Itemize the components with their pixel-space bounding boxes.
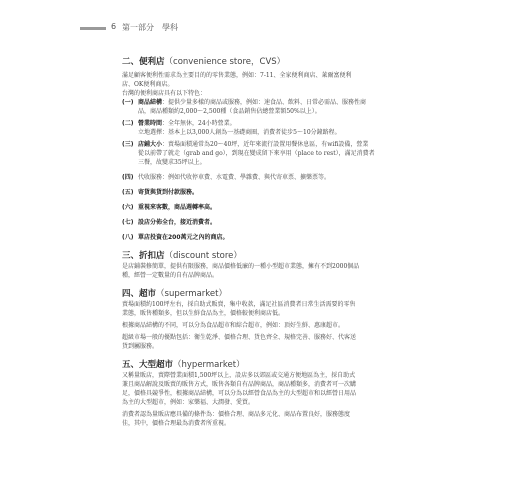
feature-item: (一) 商品結構：提供少量多樣的商品或服務，例如：速食品、飲料、日常必需品、服務性商 品，商品種類約2,000～2,500種（食品銷售佔總營業額50%以上）。 (122, 99, 367, 115)
section3-line: 是店鋪裝修簡單，提供有限服務，商品價格低廉的一種小型超市業態，擁有不到2000個品 (122, 263, 360, 270)
chapter-title: 第一部分 學科 (122, 23, 178, 32)
section5-line: 消費者認為量販店應具備的條件為：價格合理、商品多元化、商品布置良好，服務態度 (122, 411, 351, 418)
section-heading-convenience-store: 二、便利店（convenience store，CVS） (122, 57, 286, 67)
feature-item: (六) 重視來客數，商品週轉率高。 (122, 204, 217, 211)
section2-intro-line: 滿足顧客便利性需求為主要目的的零售業態，例如：7-11、全家便利商店、萊爾富便利 (122, 72, 352, 79)
section5-line: 又稱量販店，賣際營業面積1,500坪以上，設店多以郊區或交通方便地區為主，採自助式 (122, 372, 356, 379)
feature-item: (三) 店鋪大小：賣場面積通常為20～40坪，近年來流行設置用餐休息區，有wifi設備，營業 從以前帶了就走（grab and go），到現在變成留下來享用（place to rest），滿足消費者 三餐，故變求35坪以上。 (122, 141, 375, 166)
section4-line: 業態，販售種類多，但以生鮮食品為主，價格較便利商店低。 (122, 310, 285, 317)
section3-line: 種，經營一定數量的自有品牌商品。 (122, 272, 219, 279)
section-heading-supermarket: 四、超市（supermarket） (122, 289, 227, 299)
page-content (122, 56, 422, 428)
section5-line: 兼且商品解說及販賣的販售方式，販售各類自有品牌商品，商品種類多，消費者可一次購 (122, 381, 357, 388)
section4-line: 賣場面積約100坪左右，採自助式販賣，集中收款，滿足社區消費者日常生活需要的零售 (122, 301, 356, 308)
section-heading-discount-store: 三、折扣店（discount store） (122, 251, 242, 261)
feature-item: (七) 設店分佈全台，接近消費者。 (122, 219, 217, 226)
feature-item: (八) 單店投資在200萬元之內的商店。 (122, 234, 229, 241)
page-header (0, 22, 520, 36)
section5-line: 為主的大型超市，例如：家樂福、大潤發、愛買。 (122, 399, 255, 406)
header-decoration-bar (80, 27, 106, 30)
page-number: 6 (111, 22, 117, 31)
section5-line: 佳，其中，價格合理最為消費者所重視。 (122, 420, 231, 427)
feature-item: (二) 營業時間：全年無休，24小時營業。 立地選擇：基本上以3,000人創為一基礎商圈，消費者徒步5～10分鐘路程。 (122, 120, 341, 136)
feature-item: (四) 代收服務：例如代收停車費、水電費、學雜費、與代寄車票、擴樂票等。 (122, 174, 331, 181)
section4-line: 根據商品結構的不同，可以分為食品超市和綜合超市，例如：頂好生鮮、惠康超市。 (122, 322, 345, 329)
section5-line: 足，價格具競爭性，根據商品結構，可以分為以經營食品為主的大型超市和以經營日用品 (122, 390, 357, 397)
section-heading-hypermarket: 五、大型超市（hypermarket） (122, 360, 245, 370)
feature-item: (五) 寄貨與貨到付款服務。 (122, 189, 199, 196)
section2-intro-line: 店、OK便利商店。 (122, 81, 174, 88)
section4-line: 貨到屬服務。 (122, 343, 159, 350)
section4-line: 超級市場一般的優點包括：衛生乾淨、價格合理、貨色齊全、規格完善、服務好、代客送 (122, 334, 357, 341)
feature-title: 台灣的便利商店具有以下特色： (122, 90, 207, 97)
